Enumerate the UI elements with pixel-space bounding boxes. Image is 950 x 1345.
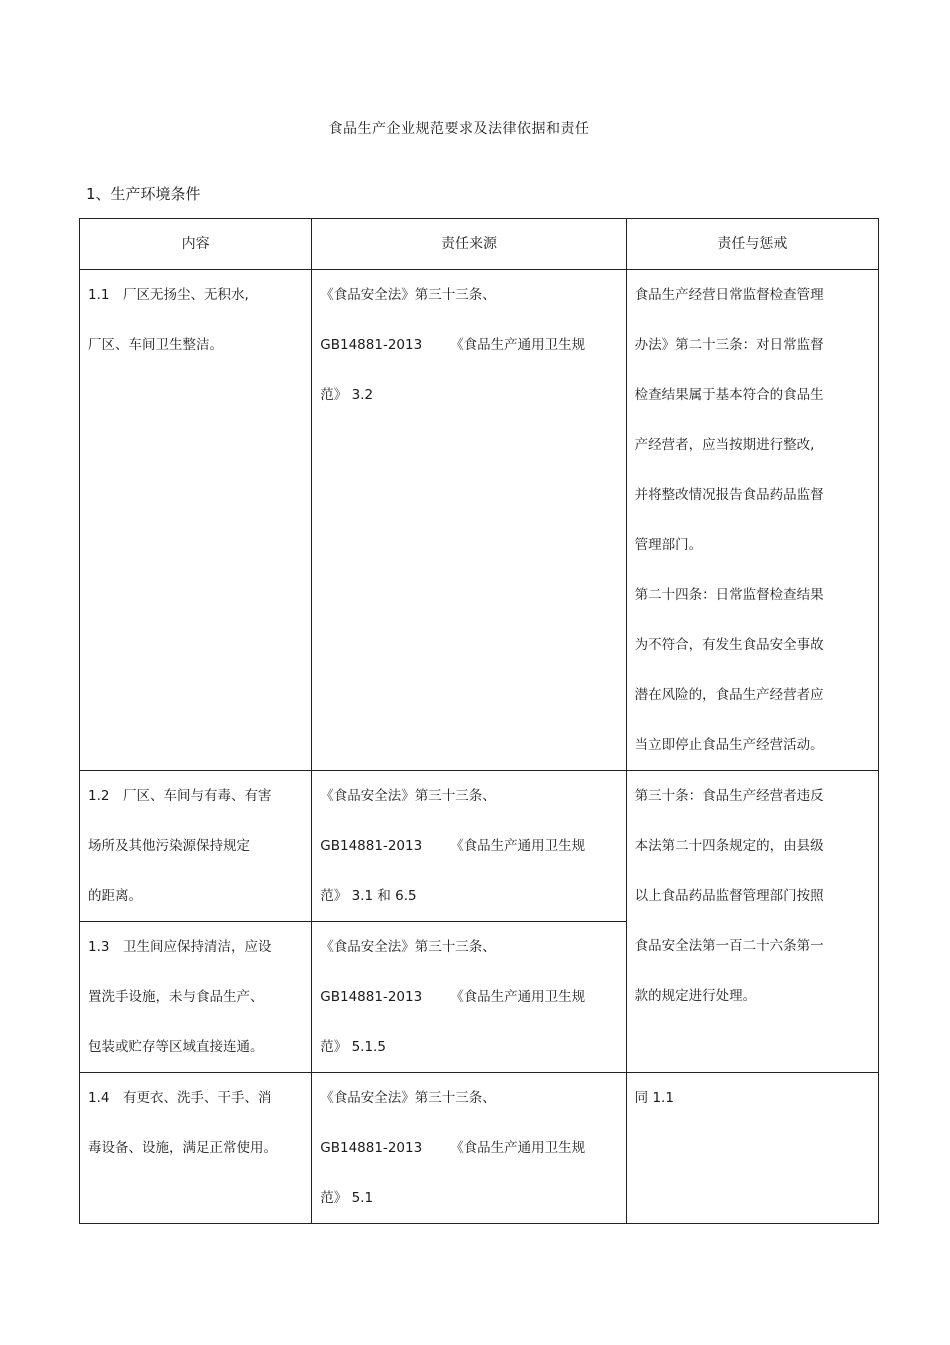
source-line: 《食品安全法》第三十三条、 bbox=[320, 939, 496, 955]
penalty-line: 产经营者，应当按期进行整改, bbox=[634, 437, 815, 453]
penalty-line: 第三十条：食品生产经营者违反 bbox=[634, 788, 824, 804]
content-cell bbox=[80, 270, 312, 771]
penalty-line: 潜在风险的，食品生产经营者应 bbox=[634, 687, 824, 703]
source-line bbox=[320, 821, 617, 871]
penalty-line: 并将整改情况报告食品药品监督 bbox=[634, 487, 824, 503]
penalty-cell bbox=[626, 1073, 878, 1224]
table-row bbox=[80, 1073, 879, 1224]
content-cell bbox=[80, 922, 312, 1073]
standard-name: 《食品生产通用卫生规 bbox=[450, 1140, 586, 1156]
content-cell bbox=[80, 1073, 312, 1224]
source-line bbox=[320, 1123, 617, 1173]
source-line: 《食品安全法》第三十三条、 bbox=[320, 287, 496, 303]
source-line: 《食品安全法》第三十三条、 bbox=[320, 788, 496, 804]
penalty-line: 管理部门。 bbox=[634, 537, 703, 553]
penalty-line: 款的规定进行处理。 bbox=[634, 988, 757, 1004]
source-line bbox=[320, 320, 617, 370]
table-row bbox=[80, 270, 879, 771]
standard-name: 《食品生产通用卫生规 bbox=[450, 989, 586, 1005]
content-line: 置洗手设施，未与食品生产、 bbox=[88, 989, 264, 1005]
penalty-line: 第二十四条：日常监督检查结果 bbox=[634, 587, 824, 603]
standard-code: GB14881-2013 bbox=[320, 337, 423, 353]
source-cell bbox=[312, 922, 626, 1073]
source-line: 范》 3.1 和 6.5 bbox=[320, 888, 417, 904]
content-line: 毒设备、设施，满足正常使用。 bbox=[88, 1140, 277, 1156]
penalty-line: 为不符合，有发生食品安全事故 bbox=[634, 637, 824, 653]
penalty-line: 同 1.1 bbox=[634, 1090, 674, 1106]
content-line: 的距离。 bbox=[88, 888, 142, 904]
source-cell bbox=[312, 771, 626, 922]
content-cell bbox=[80, 771, 312, 922]
table-row bbox=[80, 771, 879, 922]
standard-code: GB14881-2013 bbox=[320, 989, 423, 1005]
header-source: 责任来源 bbox=[312, 219, 626, 270]
source-line: 范》 5.1 bbox=[320, 1190, 374, 1206]
content-line: 1.3 卫生间应保持清洁，应设 bbox=[88, 939, 272, 955]
penalty-cell bbox=[626, 771, 878, 1073]
content-line: 包装或贮存等区域直接连通。 bbox=[88, 1039, 264, 1055]
content-line: 1.1 厂区无扬尘、无积水, bbox=[88, 287, 249, 303]
penalty-cell bbox=[626, 270, 878, 771]
source-line bbox=[320, 972, 617, 1022]
source-cell bbox=[312, 270, 626, 771]
penalty-line: 当立即停止食品生产经营活动。 bbox=[634, 737, 824, 753]
source-line: 范》 5.1.5 bbox=[320, 1039, 386, 1055]
standard-code: GB14881-2013 bbox=[320, 1140, 423, 1156]
penalty-line: 办法》第二十三条：对日常监督 bbox=[634, 337, 824, 353]
header-content: 内容 bbox=[80, 219, 312, 270]
penalty-line: 检查结果属于基本符合的食品生 bbox=[634, 387, 824, 403]
content-line: 场所及其他污染源保持规定 bbox=[88, 838, 250, 854]
content-line: 1.2 厂区、车间与有毒、有害 bbox=[88, 788, 272, 804]
standard-name: 《食品生产通用卫生规 bbox=[450, 337, 586, 353]
penalty-line: 食品生产经营日常监督检查管理 bbox=[634, 287, 824, 303]
document-title: 食品生产企业规范要求及法律依据和责任 bbox=[328, 121, 590, 137]
penalty-line: 本法第二十四条规定的，由县级 bbox=[634, 838, 824, 854]
section-heading: 1、生产环境条件 bbox=[86, 185, 201, 203]
source-cell bbox=[312, 1073, 626, 1224]
penalty-line: 食品安全法第一百二十六条第一 bbox=[634, 938, 824, 954]
penalty-line: 以上食品药品监督管理部门按照 bbox=[634, 888, 824, 904]
content-line: 1.4 有更衣、洗手、干手、消 bbox=[88, 1090, 272, 1106]
header-penalty: 责任与惩戒 bbox=[626, 219, 878, 270]
content-line: 厂区、车间卫生整洁。 bbox=[88, 337, 223, 353]
table-header-row bbox=[80, 219, 879, 270]
source-line: 《食品安全法》第三十三条、 bbox=[320, 1090, 496, 1106]
standard-code: GB14881-2013 bbox=[320, 838, 423, 854]
standard-name: 《食品生产通用卫生规 bbox=[450, 838, 586, 854]
requirements-table bbox=[79, 218, 879, 1224]
source-line: 范》 3.2 bbox=[320, 387, 374, 403]
